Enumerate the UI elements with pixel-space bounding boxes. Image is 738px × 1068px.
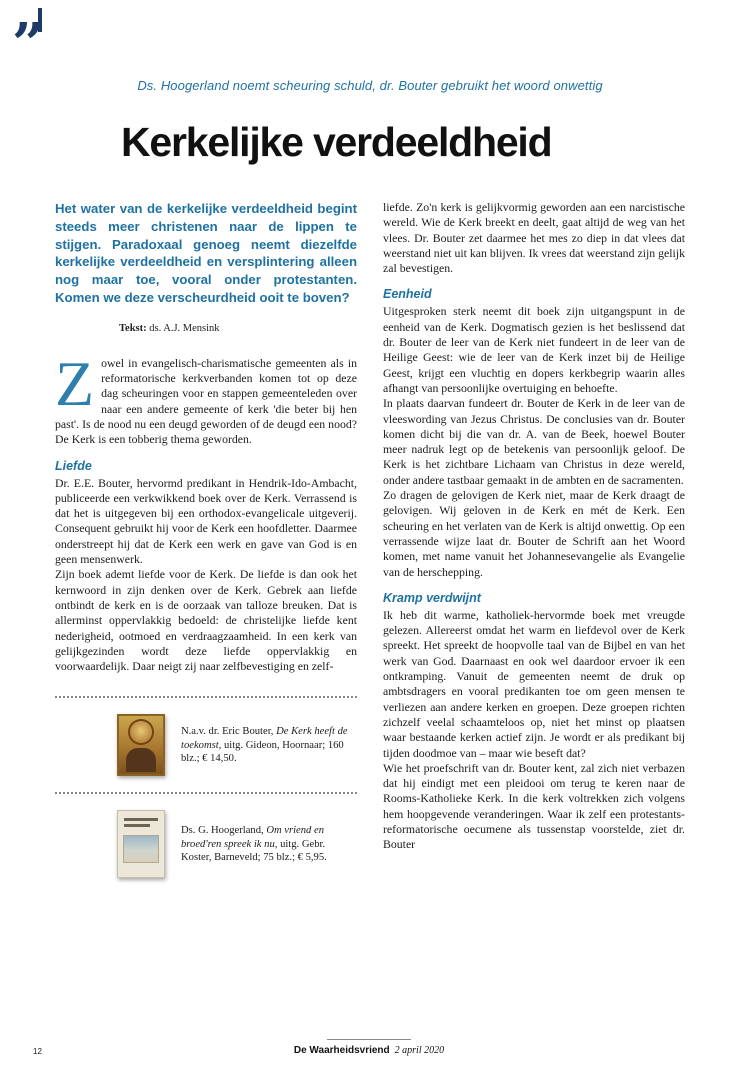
paragraph: In plaats daarvan fundeert dr. Bouter de Kerk in de leer van de vleeswording van Jezus Christus. De conclusies van dr. Bouter komen dicht bij die van dr. A. van de Beek, hoewel Bouter meer nadruk legt op de betekenis van persoonlijk geloof. De Kerk is het zichtbare Lichaam van Christus in deze wereld, onder andere tastbaar gemaakt in de ambten en de sacramenten. bbox=[383, 396, 685, 487]
book-item bbox=[55, 698, 357, 792]
byline bbox=[119, 323, 357, 334]
left-column bbox=[55, 200, 357, 894]
book-item bbox=[55, 792, 357, 894]
byline-label: Tekst: bbox=[119, 322, 147, 334]
section-heading-liefde: Liefde bbox=[55, 458, 92, 473]
icon-halo bbox=[130, 721, 152, 743]
book-ref-suffix: , uitg. Gideon, Hoornaar; 160 blz.; € 14,50. bbox=[181, 739, 344, 765]
cover-title-line bbox=[124, 818, 158, 821]
paragraph: Zijn boek ademt liefde voor de Kerk. De liefde is dan ook het kernwoord in zijn denken over de Kerk. Gebrek aan liefde ontbindt de kerk en is de oorzaak van talloze breuken. Dat is allerminst oppervlakkig bedoeld: de christelijke liefde kent nederigheid, ootmoed en verdraagzaamheid. In een kerk van gelijkgezinden wordt deze liefde oppervlakkig en voorwaardelijk. Daar neigt zij naar zelfbevestiging en zelf- bbox=[55, 567, 357, 674]
drop-cap: Z bbox=[55, 347, 95, 419]
section-heading-kramp-verdwijnt: Kramp verdwijnt bbox=[383, 590, 481, 605]
book-title: De Kerk heeft de toekomst bbox=[181, 726, 348, 751]
paragraph: liefde. Zo'n kerk is gelijkvormig geworden aan een narcistische wereld. Wie de Kerk breekt en deelt, gaat altijd de weg van het vlees. Dr. Bouter zet daarmee het mes zo diep in dat vlees dat weerstand niet uit kan blijven. Ik vrees dat weerstand zijn gelijk zal bevestigen. bbox=[383, 200, 685, 276]
paragraph: Zo dragen de gelovigen de Kerk niet, maar de Kerk draagt de gelovigen. Wij geloven in de Kerk en mét de Kerk. Een scheuring en het verlaten van de Kerk is altijd onwettig. Op een verrassende wijze laat dr. Bouter de Schrift aan het Woord komen, met name vanuit het Johannesevangelie als Evangelie van de herschepping. bbox=[383, 488, 685, 579]
paragraph: Wie het proefschrift van dr. Bouter kent, zal zich niet verbazen dat hij eindigt met een pleidooi om terug te keren naar de Rooms-Katholieke Kerk. In die kerk voltrekken zich volgens hem hoopgevende veranderingen. Waar ik zelf een protestants-reformatorische oecumene als tussenstap voorstelde, ziet dr. Bouter bbox=[383, 760, 685, 852]
book-cover-landscape bbox=[117, 810, 165, 878]
paragraph: Ik heb dit warme, katholiek-hervormde boek met vreugde gelezen. Allereerst omdat het warm en liefdevol over de Kerk spreekt. Het spreekt de hoopvolle taal van de Bijbel en van het werk van God. Daarnaast en ook wel daardoor ervoer ik een ontkramping. Vanuit de gemeenten neemt de druk op ambtsdragers en vooral predikanten toe om geen mensen te verliezen aan andere kerken en groepen. Deze groepen richten zichzelf veelal schaamteloos op, niet het minst op plaatsen waar bestaande kerken actief zijn. Je wordt er als predikant bij tijden doodmoe van – maar wie beseft dat? bbox=[383, 607, 685, 760]
paragraph: Dr. E.E. Bouter, hervormd predikant in Hendrik-Ido-Ambacht, publiceerde een verkwikkend boek over de Kerk. Verrassend is dat het is uitgegeven bij een orthodox-evangelicale uitgeverij. Consequent gebruikt hij voor de Kerk een hoofdletter. Daarmee onderstreept hij dat de Kerk een werk en gave van God is en geen mensenwerk. bbox=[55, 475, 357, 567]
kicker: Ds. Hoogerland noemt scheuring schuld, dr. Bouter gebruikt het woord onwettig bbox=[137, 78, 603, 93]
footer bbox=[0, 1045, 738, 1056]
book-ref-prefix: Ds. G. Hoogerland, bbox=[181, 825, 267, 837]
page-number: 12 bbox=[33, 1047, 42, 1056]
book-caption bbox=[181, 725, 357, 766]
cover-photo bbox=[123, 835, 159, 863]
section-heading-eenheid: Eenheid bbox=[383, 287, 432, 302]
book-cover-icon-christ bbox=[117, 714, 165, 776]
right-column bbox=[383, 200, 685, 894]
quote-icon: ” bbox=[12, 11, 45, 77]
cover-title-line bbox=[124, 824, 150, 827]
byline-author: ds. A.J. Mensink bbox=[146, 322, 220, 334]
book-title: Om vriend en broed'ren spreek ik nu bbox=[181, 825, 324, 850]
issue-date: 2 april 2020 bbox=[394, 1045, 445, 1056]
book-ref-suffix: , uitg. Gebr. Koster, Barneveld; 75 blz.; € 5,95. bbox=[181, 838, 327, 864]
icon-figure bbox=[126, 748, 156, 772]
footer-rule bbox=[327, 1039, 411, 1040]
magazine-name: De Waarheidsvriend bbox=[293, 1045, 390, 1056]
paragraph-opening-text: owel in evangelisch-charismatische gemeenten als in reformatorische kerkverbanden komen tot op deze dag scheuringen voor en stappen gemeenteleden over naar een andere gemeente of kerk 'die beter bij hen past'. Is de nood nu een deugd geworden of de deugd een nood? De Kerk is een tobberig thema geworden. bbox=[55, 355, 357, 447]
paragraph: Uitgesproken sterk neemt dit boek zijn uitgangspunt in de eenheid van de Kerk. Dogmatisch gezien is het beslissend dat dr. Bouter de leer van de Kerk niet fundeert in de leer van de Heilige Geest: wie de leer van de Kerk inzet bij de Heilige Geest, krijgt een vluchtig en dopers kerkbegrip waarin alles afhangt van persoonlijke overtuiging en behoefte. bbox=[383, 304, 685, 395]
page-title: Kerkelijke verdeeldheid bbox=[121, 119, 552, 165]
book-reference-list bbox=[55, 696, 357, 894]
article-content bbox=[55, 78, 685, 894]
article-columns bbox=[55, 200, 685, 894]
intro-paragraph: Het water van de kerkelijke verdeeldheid begint steeds meer christenen naar de lippen te stijgen. Paradoxaal genoeg neemt diezelfde kerkelijke verdeeldheid en versplintering alleen nog maar toe, vooral onder protestanten. Komen we deze verscheurdheid ooit te boven? bbox=[55, 201, 357, 305]
book-caption bbox=[181, 824, 357, 865]
paragraph-opening bbox=[55, 347, 357, 448]
book-ref-prefix: N.a.v. dr. Eric Bouter, bbox=[181, 726, 277, 738]
